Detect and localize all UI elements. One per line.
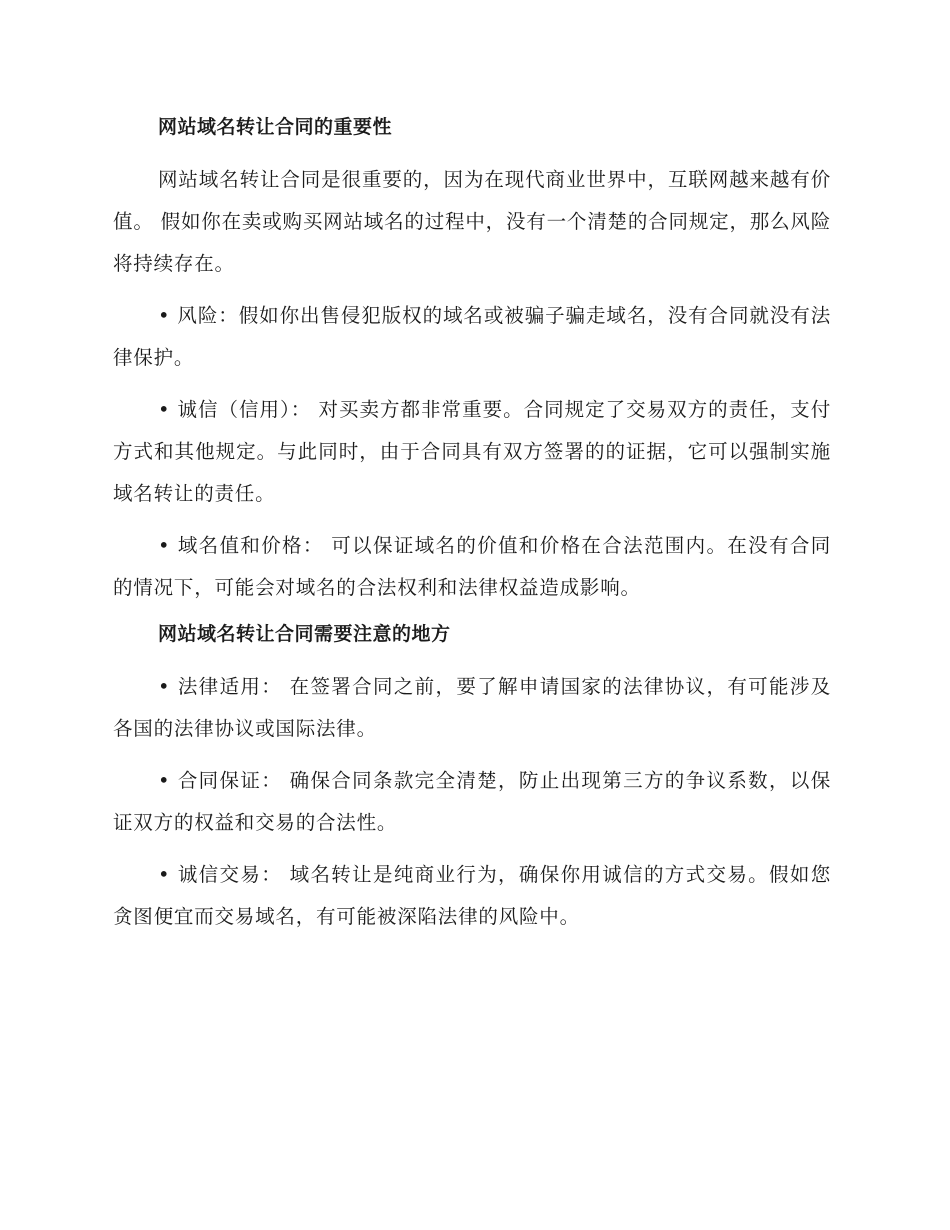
document-body bbox=[113, 112, 831, 938]
paragraph-applicable-law: • 法律适用： 在签署合同之前，要了解申请国家的法律协议，有可能涉及各国的法律协议或国际法律。 bbox=[113, 675, 831, 740]
paragraph-contract-guarantee: • 合同保证： 确保合同条款完全清楚，防止出现第三方的争议系数，以保证双方的权益和交易的合法性。 bbox=[113, 769, 831, 834]
paragraph-domain-value: • 域名值和价格： 可以保证域名的价值和价格在合法范围内。在没有合同的情况下，可能会对域名的合法权利和法律权益造成影响。 bbox=[113, 534, 831, 599]
paragraph-risk: • 风险：假如你出售侵犯版权的域名或被骗子骗走域名，没有合同就没有法律保护。 bbox=[113, 304, 831, 369]
paragraph-intro: 网站域名转让合同是很重要的，因为在现代商业世界中，互联网越来越有价值。 假如你在卖或购买网站域名的过程中，没有一个清楚的合同规定，那么风险将持续存在。 bbox=[113, 168, 831, 275]
paragraph-integrity: • 诚信（信用）： 对买卖方都非常重要。合同规定了交易双方的责任，支付方式和其他规定。与此同时，由于合同具有双方签署的的证据，它可以强制实施域名转让的责任。 bbox=[113, 398, 831, 505]
section-heading-notes: 网站域名转让合同需要注意的地方 bbox=[158, 623, 451, 645]
section-heading-importance: 网站域名转让合同的重要性 bbox=[158, 116, 393, 138]
paragraph-honest-trade: • 诚信交易： 域名转让是纯商业行为，确保你用诚信的方式交易。假如您贪图便宜而交易域名，有可能被深陷法律的风险中。 bbox=[113, 863, 831, 928]
